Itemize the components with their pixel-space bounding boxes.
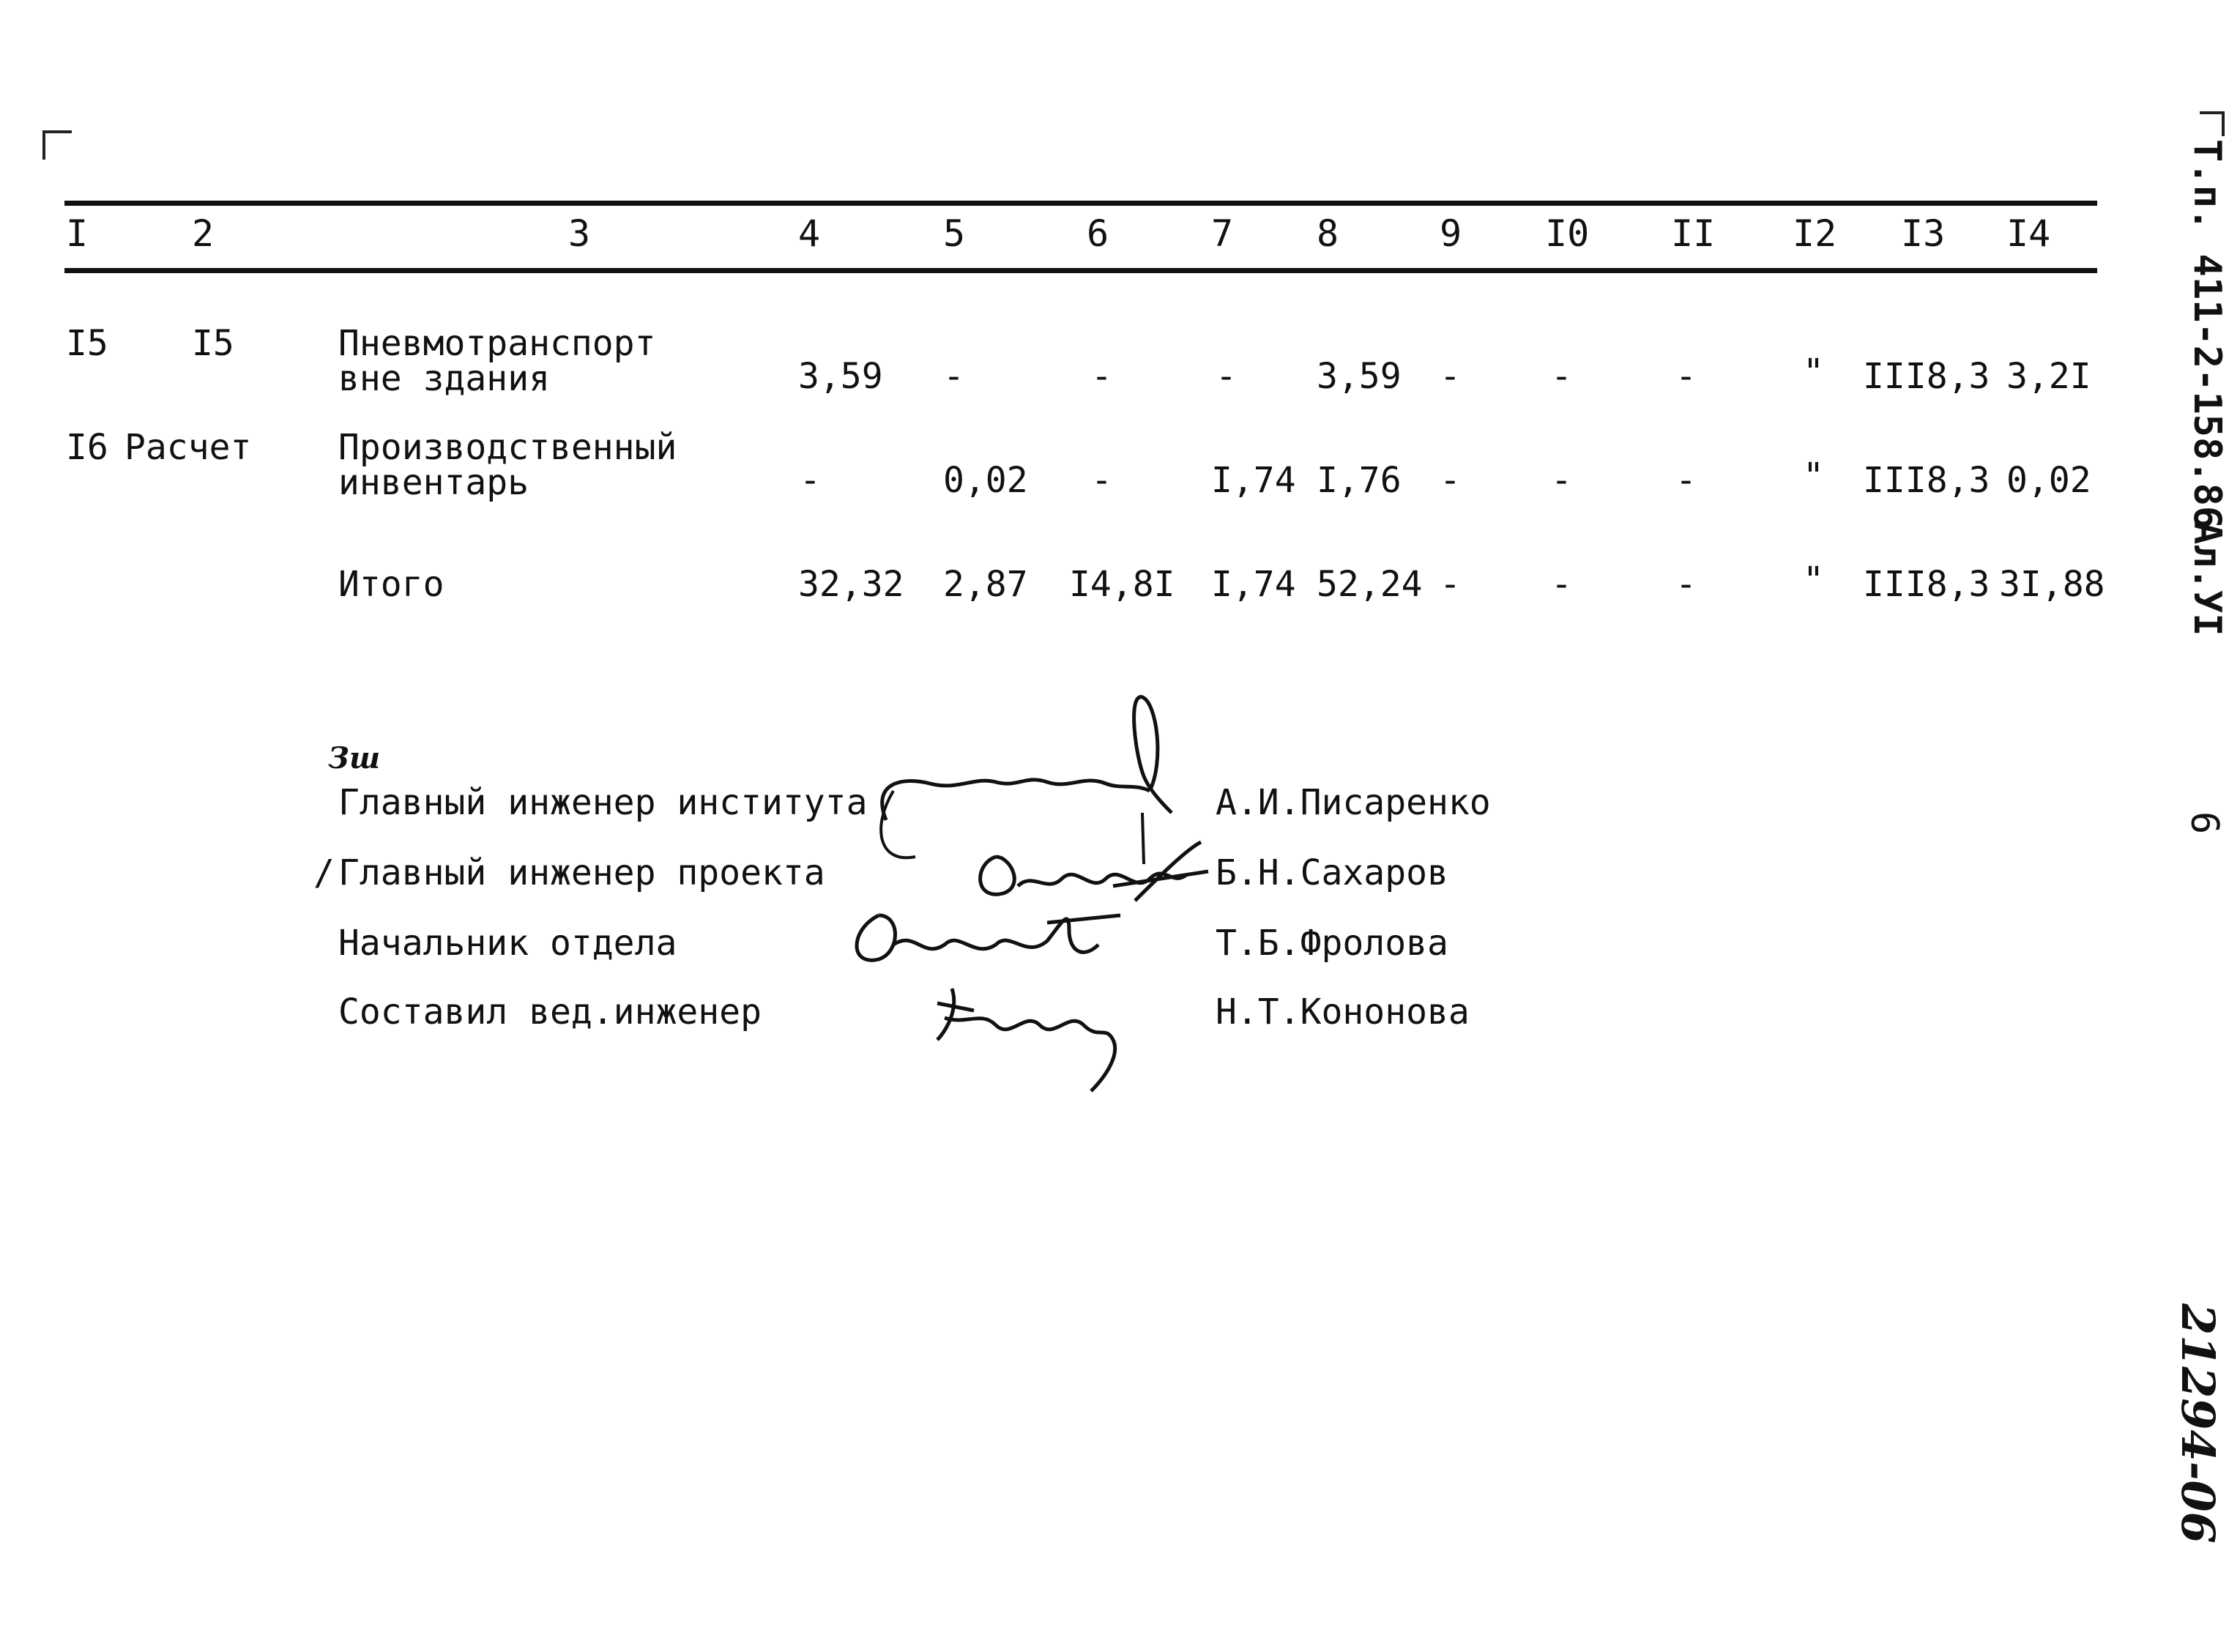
cell-col8: I,76 [1317,460,1402,501]
cell-col5: 0,02 [943,460,1028,501]
signer-name: Б.Н.Сахаров [1216,852,1448,893]
cell-col14: 3,2I [2006,356,2091,397]
signature-scribble-4 [930,981,1135,1098]
cell-col4: 3,59 [798,356,883,397]
cell-col5: - [943,356,964,397]
corner-mark-left [42,130,72,160]
row-number: I6 [66,427,108,468]
cell-col10: - [1551,356,1572,397]
col-header-7: 7 [1211,212,1234,255]
cell-col11: - [1675,460,1697,501]
cell-col13: III8,3 [1863,564,1990,605]
row-name-total: Итого [338,564,444,605]
archive-number: 21294-06 [2171,1303,2225,1544]
col-header-8: 8 [1317,212,1339,255]
cell-col11: - [1675,564,1697,605]
signer-role: Начальник отдела [338,923,677,964]
cell-col4: 32,32 [798,564,904,605]
col-header-12: I2 [1793,212,1837,255]
document-code: Т.п. 411-2-158.86 [2185,139,2229,529]
cell-col8: 3,59 [1317,356,1402,397]
cell-col10: - [1551,460,1572,501]
margin-slash: / [313,852,335,893]
corner-mark-right [2200,111,2225,136]
signer-role: Составил вед.инженер [338,991,762,1032]
signer-role: Главный инженер института [338,782,868,823]
cell-col6: I4,8I [1069,564,1175,605]
col-header-14: I4 [2006,212,2051,255]
row-ref: I5 [192,323,234,364]
signer-name: Н.Т.Кононова [1216,991,1470,1032]
cell-col12: " [1803,455,1824,496]
row-name-line2: вне здания [338,358,550,399]
table-top-rule [64,201,2097,206]
signer-role: Главный инженер проекта [338,852,825,893]
cell-col10: - [1551,564,1572,605]
cell-col9: - [1440,460,1461,501]
cell-col7: - [1216,356,1237,397]
col-header-1: I [66,212,89,255]
col-header-6: 6 [1087,212,1109,255]
cell-col14: 3I,88 [1999,564,2105,605]
signature-scribble-3 [849,901,1128,981]
col-header-2: 2 [192,212,215,255]
col-header-11: II [1671,212,1716,255]
row-name-line2: инвентарь [338,462,529,503]
sheet-label: Ал.УI [2185,521,2229,636]
cell-col12: " [1803,559,1824,600]
cell-col13: III8,3 [1863,460,1990,501]
cell-col6: - [1091,356,1112,397]
cell-col14: 0,02 [2006,460,2091,501]
col-header-3: 3 [568,212,591,255]
cell-col6: - [1091,460,1112,501]
col-header-5: 5 [943,212,966,255]
col-header-9: 9 [1440,212,1462,255]
cell-col13: III8,3 [1863,356,1990,397]
handwritten-annotation: Зш [328,741,381,775]
row-number: I5 [66,323,108,364]
row-name-line1: Пневмотранспорт [338,323,656,364]
cell-col12: " [1803,351,1824,392]
cell-col4: - [800,460,821,501]
row-name-line1: Производственный [338,427,677,468]
cell-col9: - [1440,564,1461,605]
cell-col7: I,74 [1211,460,1296,501]
table-header-rule [64,268,2097,273]
col-header-10: I0 [1545,212,1590,255]
cell-col9: - [1440,356,1461,397]
cell-col11: - [1675,356,1697,397]
cell-col8: 52,24 [1317,564,1423,605]
cell-col7: I,74 [1211,564,1296,605]
signer-name: Т.Б.Фролова [1216,923,1448,964]
col-header-4: 4 [798,212,821,255]
cell-col5: 2,87 [943,564,1028,605]
row-ref: Расчет [124,427,252,468]
signer-name: А.И.Писаренко [1216,782,1491,823]
col-header-13: I3 [1901,212,1946,255]
page-number: 6 [2182,811,2226,835]
